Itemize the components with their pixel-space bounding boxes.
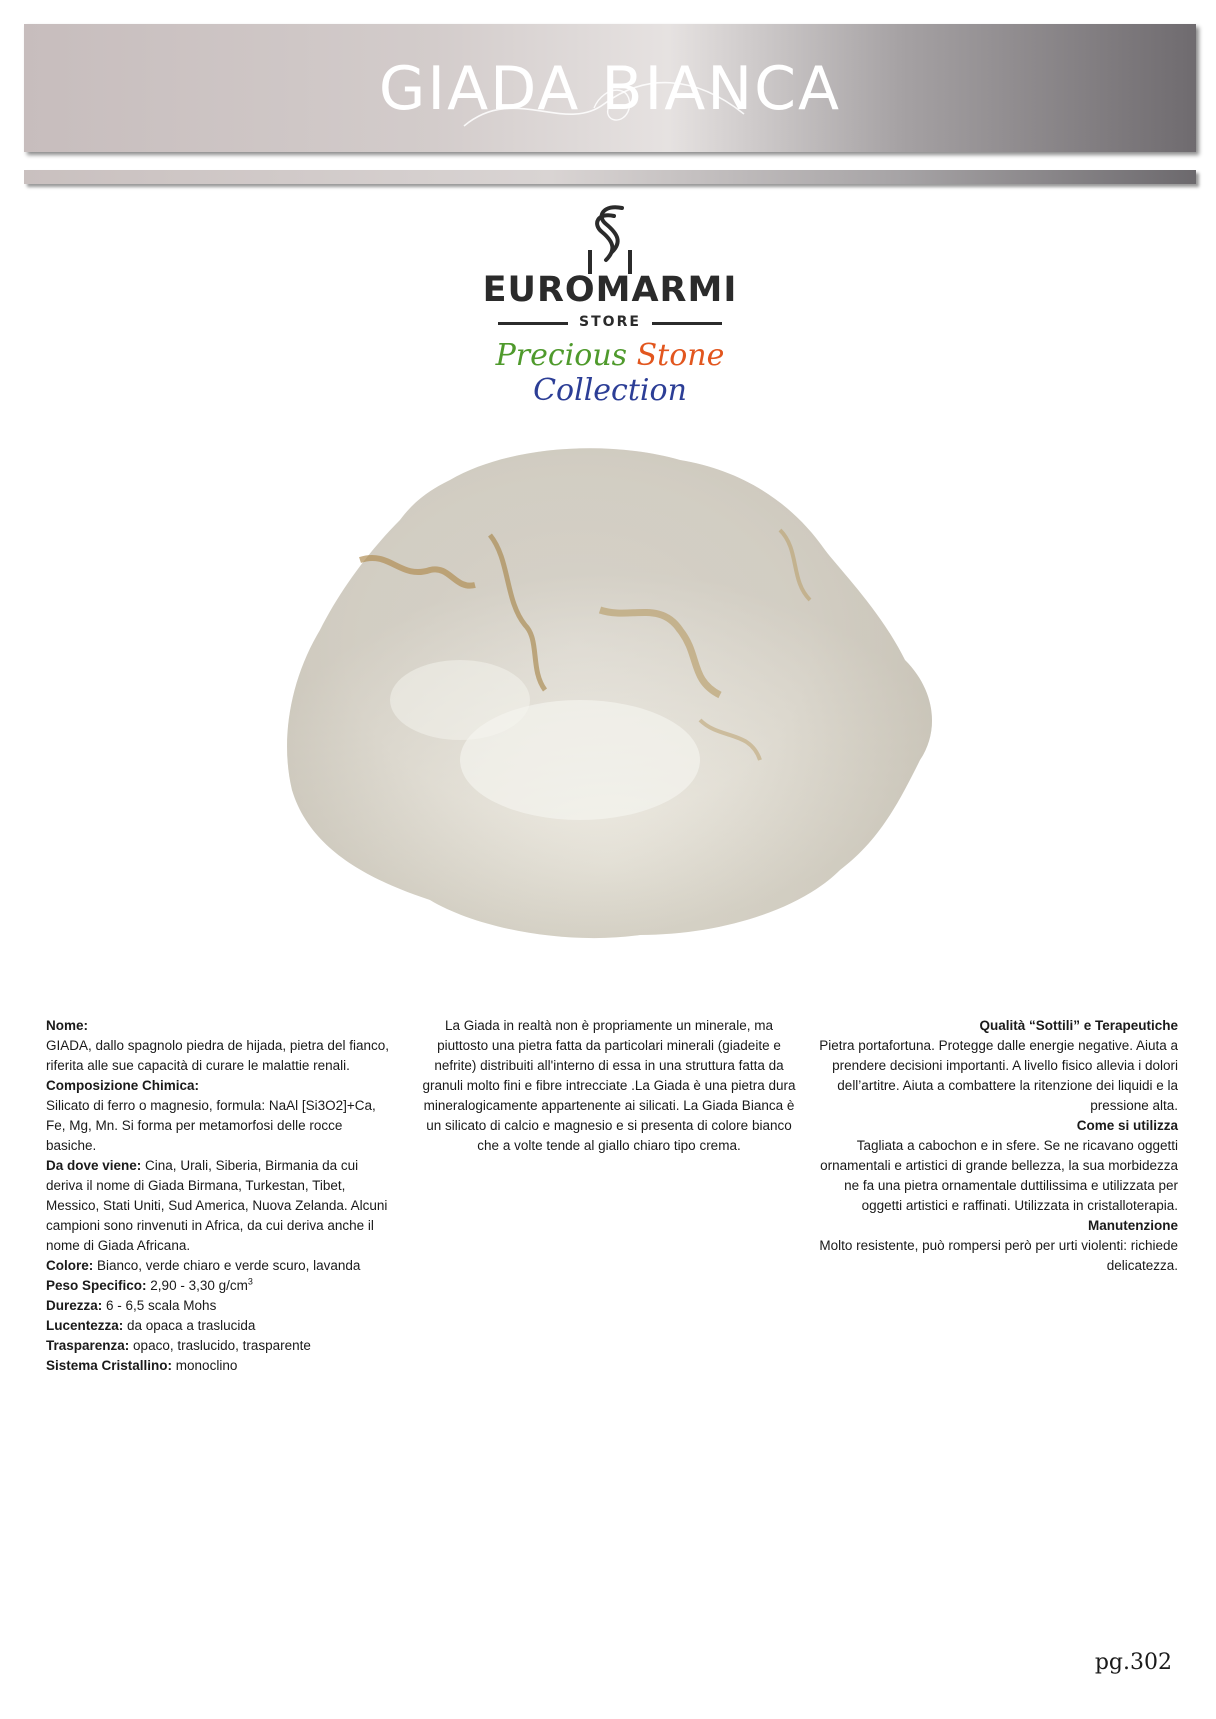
- property-value: monoclino: [172, 1358, 238, 1373]
- property-label: Trasparenza:: [46, 1338, 130, 1353]
- property-label: Da dove viene:: [46, 1158, 142, 1173]
- property-value: Bianco, verde chiaro e verde scuro, lavanda: [93, 1258, 361, 1273]
- property-label: Colore:: [46, 1258, 94, 1273]
- property-label: Peso Specifico:: [46, 1278, 147, 1293]
- property-row: [46, 1296, 392, 1316]
- property-value: Cina, Urali, Siberia, Birmania da cui deriva il nome di Giada Birmana, Turkestan, Tibet, Messico, Stati Uniti, Sud America, Nuova Zelanda. Alcuni campioni sono rinvenuti in Africa, da cui deriva anche il nome di Giada Africana.: [46, 1158, 388, 1253]
- section-heading: Nome:: [46, 1018, 89, 1033]
- collection-tagline: [440, 338, 780, 408]
- property-row: [46, 1316, 392, 1336]
- properties-column: [46, 1016, 392, 1376]
- property-value: 2,90 - 3,30 g/cm: [146, 1278, 248, 1293]
- section-heading: Composizione Chimica:: [46, 1078, 200, 1093]
- page-title: GIADA BIANCA: [378, 54, 842, 124]
- property-label: Lucentezza:: [46, 1318, 124, 1333]
- section-text: Molto resistente, può rompersi però per urti violenti: richiede delicatezza.: [819, 1238, 1178, 1273]
- tagline-word: Precious: [495, 338, 628, 373]
- property-row: [46, 1356, 392, 1376]
- property-label: Durezza:: [46, 1298, 103, 1313]
- property-value: opaco, traslucido, trasparente: [129, 1338, 311, 1353]
- property-superscript: 3: [247, 1276, 253, 1287]
- brand-name: EUROMARMI: [482, 270, 738, 310]
- property-row: [46, 1276, 392, 1296]
- page-number: pg.302: [1094, 1650, 1172, 1675]
- property-row: [46, 1336, 392, 1356]
- tagline-word: Stone: [636, 338, 725, 373]
- title-banner: [24, 24, 1196, 152]
- tagline-word: Collection: [533, 373, 687, 408]
- section-text: GIADA, dallo spagnolo piedra de hijada, pietra del fianco, riferita alle sue capacità di curare le malattie renali.: [46, 1038, 389, 1073]
- brand-subtitle: STORE: [579, 314, 641, 330]
- section-text: Tagliata a cabochon e in sfere. Se ne ricavano oggetti ornamentali e artistici di grande bellezza, la sua morbidezza ne fa una pietra ornamentale duttilissima e utilizzata per oggetti artistici e raffinati. Utilizzata in cristalloterapia.: [820, 1138, 1178, 1213]
- divider-band: [24, 170, 1196, 184]
- property-value: da opaca a traslucida: [123, 1318, 256, 1333]
- section-text: Pietra portafortuna. Protegge dalle energie negative. Aiuta a prendere decisioni importanti. A livello fisico allevia i dolori dell’artitre. Aiuta a combattere la ritenzione dei liquidi e la pressione alta.: [819, 1038, 1178, 1113]
- description-text: La Giada in realtà non è propriamente un minerale, ma piuttosto una pietra fatta da particolari minerali (giadeite e nefrite) distribuiti all'interno di essa in una struttura fatta da granuli molto fini e fibre intrecciate .La Giada è una pietra dura mineralogicamente appartenente ai silicati. La Giada Bianca è un silicato di calcio e magnesio e si presenta di colore bianco che a volte tende al giallo chiaro tipo crema.: [422, 1018, 796, 1153]
- brand-mark-icon: [578, 202, 642, 278]
- description-column: [418, 1016, 800, 1156]
- property-row: [46, 1156, 392, 1256]
- stone-photo: [280, 440, 960, 960]
- property-value: 6 - 6,5 scala Mohs: [102, 1298, 217, 1313]
- section-heading: Come si utilizza: [1076, 1118, 1178, 1133]
- brand-logo: [450, 200, 770, 408]
- property-row: [46, 1256, 392, 1276]
- section-heading: Qualità “Sottili” e Terapeutiche: [979, 1018, 1178, 1033]
- property-label: Sistema Cristallino:: [46, 1358, 173, 1373]
- section-text: Silicato di ferro o magnesio, formula: NaAl [Si3O2]+Ca, Fe, Mg, Mn. Si forma per metamorfosi delle rocce basiche.: [46, 1098, 376, 1153]
- brand-subtitle-row: [498, 314, 722, 332]
- usage-column: [816, 1016, 1178, 1276]
- section-heading: Manutenzione: [1088, 1218, 1178, 1233]
- divider-line: [652, 322, 722, 325]
